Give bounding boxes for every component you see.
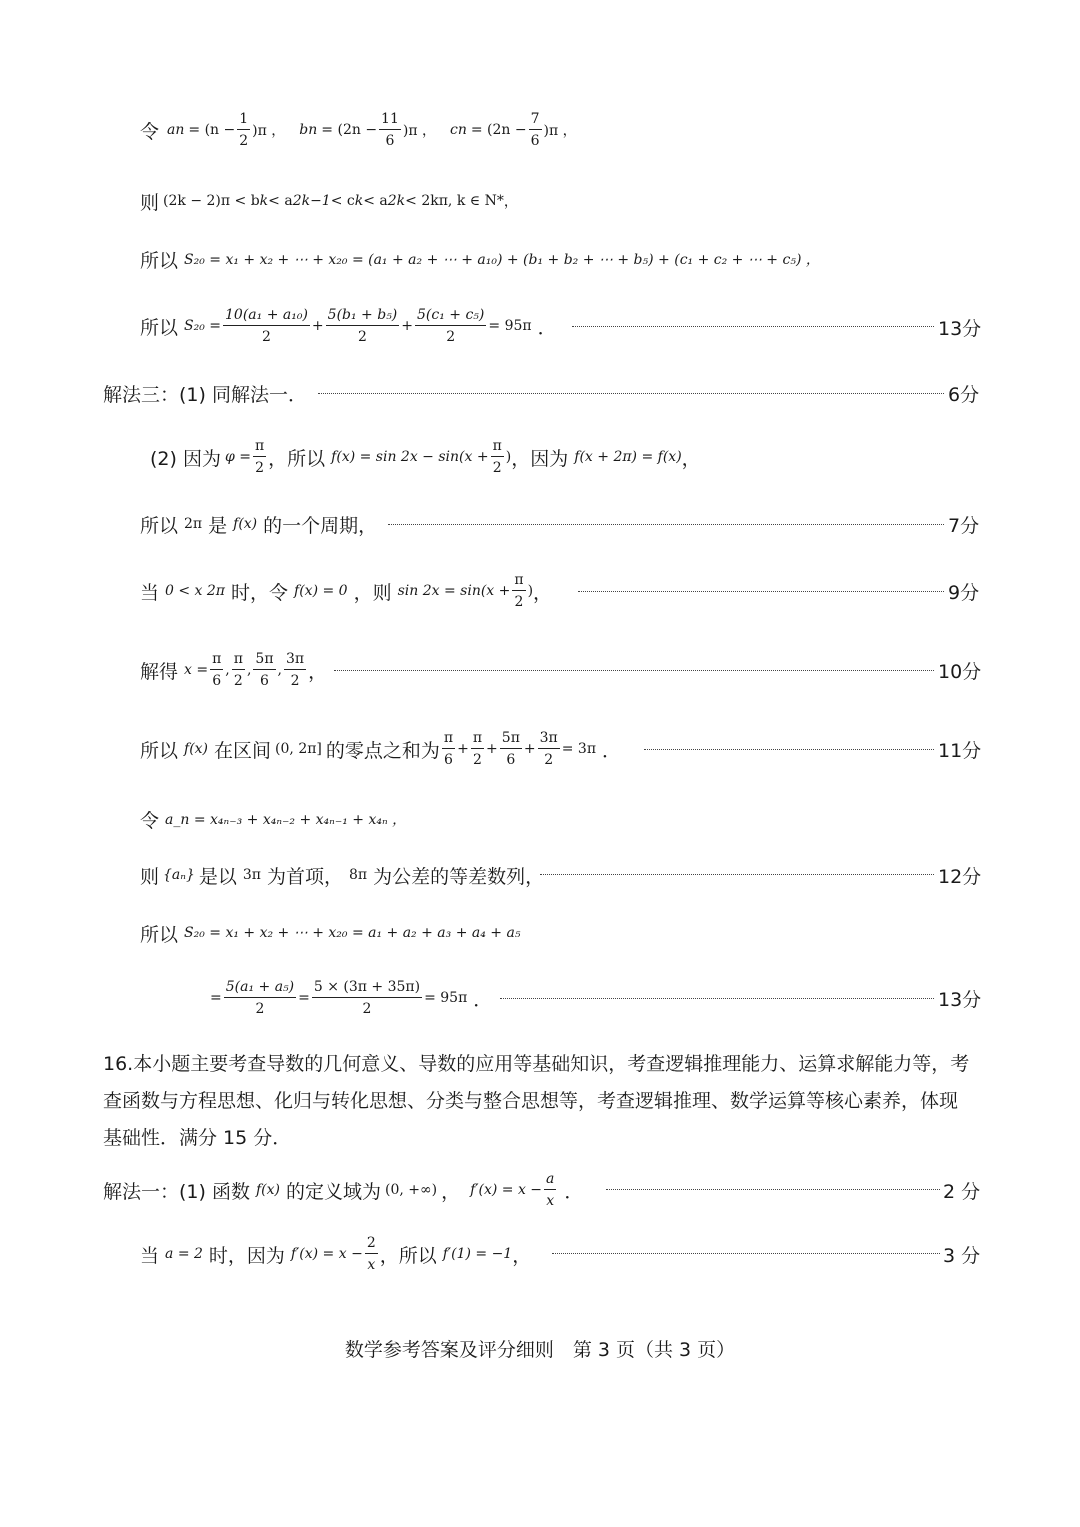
text-is-with: 是以 (198, 865, 237, 888)
sub-n: n (457, 122, 467, 138)
text-ze: 则 (140, 865, 160, 888)
score-13b: 13分 (938, 989, 982, 1011)
sep: , (225, 662, 230, 678)
expr-an: = (n − (188, 122, 236, 138)
fraction-1-2: $\frac{1}{2}$ (239, 111, 249, 149)
paren-close: ) (527, 583, 534, 599)
formula-line-13 (140, 918, 520, 948)
expr-f1: f′(1) = −1 (442, 1246, 513, 1262)
expr-x: x = (184, 662, 209, 678)
expr-first-term: 3π (242, 867, 261, 883)
term-4: $\frac{3\pi}{2}$ (539, 730, 558, 768)
text-when: 时，令 (231, 581, 289, 604)
expr-fx: f(x) (255, 1182, 280, 1198)
formula-line-10 (140, 726, 621, 772)
fraction-c: $\frac{\text{5(c₁ + c₅)}}{2}$ (417, 307, 485, 345)
expr-pi3: )π ， (543, 123, 577, 139)
fraction-sum-a: $\frac{\text{5(a₁ + a₅)}}{2}$ (225, 979, 295, 1017)
comma: ， (441, 1180, 461, 1203)
expr-fx0: f(x) = 0 (294, 583, 348, 599)
expr-a2: a = 2 (165, 1246, 203, 1262)
text-ling: 令 (140, 120, 160, 143)
text-ling: 令 (140, 809, 160, 832)
leader-dots (572, 326, 934, 327)
fraction-pi-2c: $\frac{\pi}{2}$ (514, 572, 524, 610)
formula-line-14 (210, 975, 492, 1021)
text-suoyi: 所以 (140, 923, 179, 946)
expr-derivative: f′(x) = x − (470, 1182, 543, 1198)
expr-end: ， (503, 194, 518, 210)
sep: , (246, 662, 252, 678)
score-12: 12分 (938, 866, 982, 888)
formula-line-7 (140, 509, 377, 539)
text-solve: 解得 (140, 660, 179, 683)
expr-diff: 8π (349, 867, 368, 883)
text-because: (2) 因为 (150, 447, 221, 470)
equals: = (298, 990, 310, 1006)
leader-dots (388, 524, 944, 525)
formula-line-1 (140, 108, 577, 152)
text-suoyi: 所以 (140, 739, 179, 762)
sym-b: b (299, 122, 309, 138)
text-suoyi: 所以 (140, 249, 179, 272)
text-because2: ，因为 (511, 447, 569, 470)
text-suoyi: 所以 (140, 514, 179, 537)
expr-cn: = (2n − (470, 122, 527, 138)
text-interval: 在区间 (214, 739, 272, 762)
formula-line-12 (140, 860, 544, 890)
root-1: $\frac{\pi}{6}$ (212, 651, 222, 689)
text-zero-sum: 的零点之和为 (325, 739, 440, 762)
text-suoyi: 所以 (140, 316, 179, 339)
root-4: $\frac{3\pi}{2}$ (285, 651, 305, 689)
comma: ， (512, 1244, 532, 1267)
solution-three-header (103, 378, 307, 408)
expr-derivative: f′(x) = x − (290, 1246, 363, 1262)
formula-line-8 (140, 568, 552, 614)
expr-result: = 95π (424, 990, 468, 1006)
score-10: 10分 (938, 661, 982, 683)
period: ． (473, 988, 493, 1011)
sub-2k: 2k (387, 193, 406, 209)
expr-result: = 3π (561, 741, 597, 757)
plus: + (457, 741, 469, 757)
expr-tail: < 2kπ, k ∈ N (405, 193, 497, 209)
expr-s20-an: S₂₀ = x₁ + x₂ + ⋯ + x₂₀ = a₁ + a₂ + a₃ + a₄ + a₅ (184, 925, 521, 941)
fraction-7-6: $\frac{7}{6}$ (530, 111, 540, 149)
expr-an-def: a_n = x₄ₙ₋₃ + x₄ₙ₋₂ + x₄ₙ₋₁ + x₄ₙ ， (165, 812, 407, 828)
leader-dots (318, 393, 944, 394)
comma: ， (533, 581, 553, 604)
plus: + (486, 741, 498, 757)
comma: ， (308, 660, 328, 683)
expr-result: = 95π (488, 318, 532, 334)
text-then: ，则 (353, 581, 392, 604)
expr-lt2: < c (330, 193, 355, 209)
fraction-pi-2b: $\frac{\pi}{2}$ (492, 438, 502, 476)
expr-2pi: 2π (184, 516, 203, 532)
leader-dots (500, 998, 934, 999)
root-2: $\frac{\pi}{2}$ (233, 651, 243, 689)
plus-2: + (401, 318, 414, 334)
formula-line-18 (140, 1231, 531, 1277)
sym-a: a (167, 122, 176, 138)
period: ． (602, 739, 622, 762)
sub-n: n (308, 122, 318, 138)
expr-lt1: < a (268, 193, 293, 209)
formula-line-9 (140, 647, 327, 693)
expr-fx: f(x) = sin 2x − sin(x + (331, 449, 489, 465)
period: ． (564, 1180, 584, 1203)
plus-1: + (311, 318, 324, 334)
term-2: $\frac{\pi}{2}$ (472, 730, 483, 768)
comma: ， (681, 447, 701, 470)
expr-ineq: (2k − 2)π < b (163, 193, 260, 209)
fraction-11-6: $\frac{11}{6}$ (381, 111, 399, 149)
root-3: $\frac{5\pi}{6}$ (255, 651, 274, 689)
sup-star: * (496, 193, 504, 209)
expr-phi: φ = (224, 449, 251, 465)
text-dang: 当 (140, 581, 160, 604)
leader-dots (606, 1189, 940, 1190)
leader-dots (552, 1253, 940, 1254)
text-solution-one: 解法一：(1) 函数 (103, 1180, 250, 1203)
fraction-sum-num: $\frac{5 \times (3\pi + 35\pi)}{2}$ (313, 979, 421, 1017)
text-so: ，所以 (268, 447, 326, 470)
expr-s20: S₂₀ = (184, 318, 222, 334)
score-3: 3 分 (943, 1245, 981, 1267)
leader-dots (334, 670, 934, 671)
sep: , (277, 662, 282, 678)
equals: = (210, 990, 222, 1006)
paren-close: ) (505, 449, 512, 465)
text-period: 的一个周期， (263, 514, 378, 537)
expr-interval: (0, 2π] (275, 741, 322, 757)
score-7: 7分 (948, 515, 980, 537)
text-first-term: 为首项， (266, 865, 343, 888)
text-ze: 则 (140, 191, 160, 214)
expr-sin-eq: sin 2x = sin(x + (397, 583, 511, 599)
plus: + (523, 741, 536, 757)
question-16-intro: 16.本小题主要考查导数的几何意义、导数的应用等基础知识，考查逻辑推理能力、运算求解能力等，考查函数与方程思想、化归与转化思想、分类与整合思想等，考查逻辑推理、数学运算等核心素养，体现基础性．满分 15 分． (103, 1053, 970, 1149)
score-6: 6分 (948, 384, 980, 406)
text-when-because: 时，因为 (208, 1244, 285, 1267)
fraction-b: $\frac{\text{5(b₁ + b₅)}}{2}$ (327, 307, 398, 345)
sub-2k-1: 2k−1 (292, 193, 331, 209)
expr-pi2: )π ， (402, 123, 436, 139)
leader-dots (644, 749, 934, 750)
text-arith-seq: 为公差的等差数列， (373, 865, 545, 888)
score-11: 11分 (938, 740, 982, 762)
expr-range: 0 < x 2π (165, 583, 226, 599)
expr-fx: f(x) (184, 741, 209, 757)
page-footer: 数学参考答案及评分细则 第 3 页（共 3 页） (344, 1339, 736, 1361)
term-3: $\frac{5\pi}{6}$ (501, 730, 520, 768)
leader-dots (578, 591, 944, 592)
leader-dots (540, 874, 934, 875)
formula-line-17 (103, 1167, 583, 1213)
sub-k2: k (354, 193, 364, 209)
score-13: 13分 (938, 318, 982, 340)
score-2: 2 分 (943, 1181, 981, 1203)
expr-fx: f(x) (233, 516, 258, 532)
text-dang: 当 (140, 1244, 160, 1267)
score-9: 9分 (948, 582, 980, 604)
term-1: $\frac{\pi}{6}$ (443, 730, 454, 768)
formula-line-11 (140, 804, 406, 834)
expr-lt3: < a (363, 193, 388, 209)
text-domain: 的定义域为 (285, 1180, 381, 1203)
text-is: 是 (208, 514, 228, 537)
formula-line-3 (140, 244, 820, 274)
expr-seq: {aₙ} (163, 867, 195, 883)
sym-c: c (450, 122, 458, 138)
expr-periodic: f(x + 2π) = f(x) (574, 449, 682, 465)
sub-k: k (259, 193, 269, 209)
fraction-a-x: $\frac{a}{x}$ (546, 1171, 555, 1209)
expr-pi1: )π ， (252, 123, 286, 139)
formula-line-2 (140, 186, 518, 216)
formula-line-6 (150, 434, 701, 480)
expr-domain: (0, +∞) (385, 1182, 438, 1198)
expr-bn: = (2n − (321, 122, 378, 138)
text-so: ，所以 (379, 1244, 437, 1267)
formula-line-4 (140, 303, 557, 349)
fraction-pi-2: $\frac{\pi}{2}$ (254, 438, 265, 476)
sub-n: n (175, 122, 185, 138)
period: ． (537, 316, 557, 339)
fraction-a: $\frac{\text{10(a₁ + a₁₀)}}{2}$ (225, 307, 308, 345)
expr-s20-sum: S₂₀ = x₁ + x₂ + ⋯ + x₂₀ = (a₁ + a₂ + ⋯ + a₁₀) + (b₁ + b₂ + ⋯ + b₅) + (c₁ + c₂ + ⋯ + c₅) ， (184, 252, 820, 268)
fraction-2-x: $\frac{2}{x}$ (366, 1235, 376, 1273)
text-solution-three: 解法三：(1) 同解法一． (103, 383, 307, 406)
